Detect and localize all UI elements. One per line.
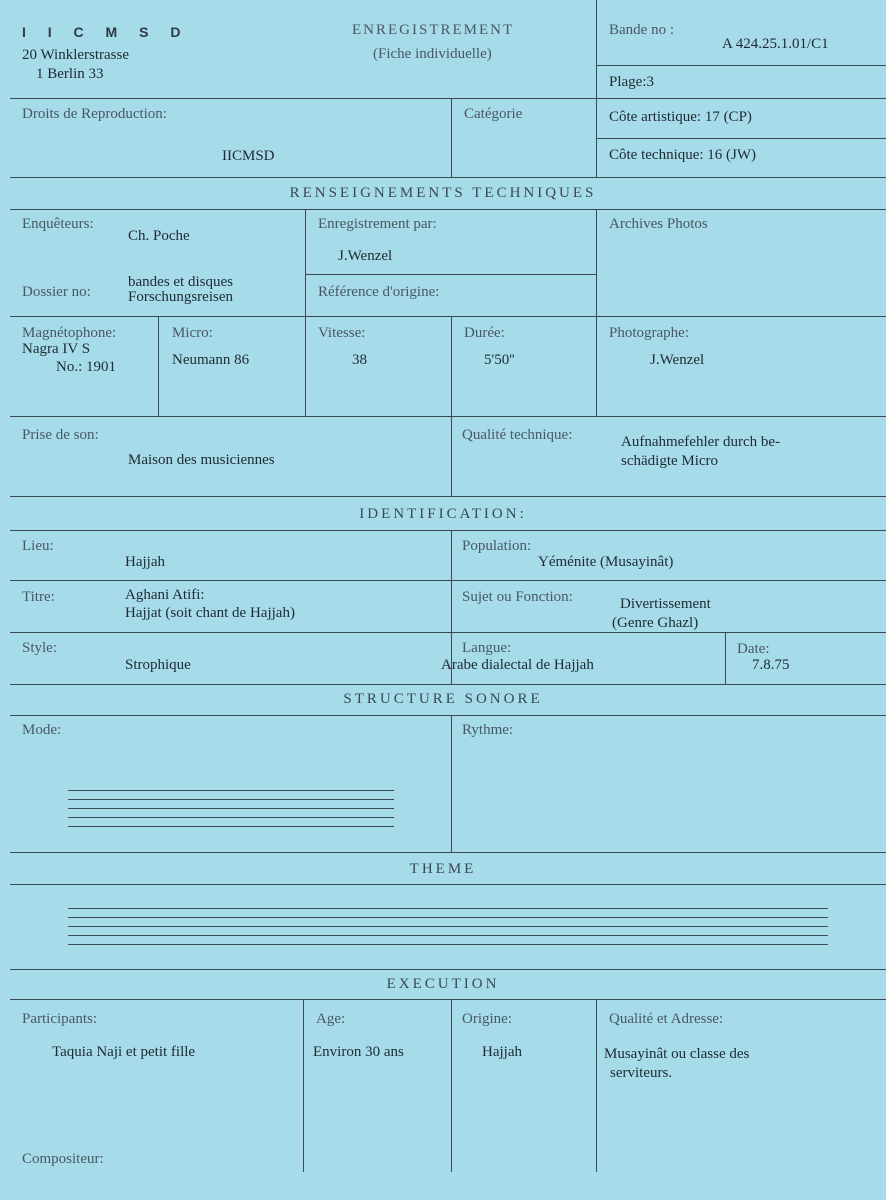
age-value: Environ 30 ans [313, 1044, 404, 1060]
theme-line [68, 944, 828, 945]
date-value: 7.8.75 [752, 657, 790, 673]
style-value: Strophique [125, 657, 191, 673]
mode-line [68, 799, 394, 800]
archives-label: Archives Photos [609, 216, 708, 232]
divider [10, 632, 886, 633]
style-label: Style: [22, 640, 58, 656]
divider [10, 884, 886, 885]
divider [10, 98, 886, 99]
divider [305, 274, 596, 275]
divider [10, 416, 886, 417]
divider [451, 715, 452, 853]
prise-label: Prise de son: [22, 427, 99, 443]
dossier-label: Dossier no: [22, 284, 91, 300]
population-label: Population: [462, 538, 532, 554]
sujet-label: Sujet ou Fonction: [462, 589, 573, 605]
divider [596, 209, 597, 416]
theme-line [68, 935, 828, 936]
divider [10, 209, 886, 210]
compositeur-label: Compositeur: [22, 1151, 104, 1167]
section-ident-heading: IDENTIFICATION: [359, 506, 527, 522]
qualite-adresse-value-2: serviteurs. [610, 1065, 673, 1081]
qualite-label: Qualité technique: [462, 427, 573, 443]
qualite-adresse-value-1: Musayinât ou classe des [604, 1046, 750, 1062]
duree-value: 5'50'' [484, 352, 515, 368]
participants-value: Taquia Naji et petit fille [52, 1044, 196, 1060]
divider [158, 316, 159, 416]
micro-label: Micro: [172, 325, 213, 341]
cote-technique: Côte technique: 16 (JW) [609, 147, 757, 163]
form-subtitle: (Fiche individuelle) [373, 46, 492, 62]
enreg-value: J.Wenzel [338, 248, 393, 264]
bande-value: A 424.25.1.01/C1 [722, 36, 829, 52]
vitesse-label: Vitesse: [318, 325, 366, 341]
form-title: ENREGISTREMENT [352, 22, 515, 38]
cote-artistique: Côte artistique: 17 (CP) [609, 109, 752, 125]
divider [596, 999, 597, 1172]
droits-label: Droits de Reproduction: [22, 106, 167, 122]
divider [10, 999, 886, 1000]
mode-line [68, 808, 394, 809]
divider [10, 852, 886, 853]
age-label: Age: [316, 1011, 346, 1027]
mode-label: Mode: [22, 722, 62, 738]
photographe-label: Photographe: [609, 325, 689, 341]
theme-line [68, 917, 828, 918]
participants-label: Participants: [22, 1011, 97, 1027]
mode-line [68, 826, 394, 827]
magneto-label: Magnétophone: [22, 325, 117, 341]
divider [725, 632, 726, 684]
enreg-label: Enregistrement par: [318, 216, 437, 232]
mode-line [68, 790, 394, 791]
langue-value: Arabe dialectal de Hajjah [441, 657, 594, 673]
qualite-value-2: schädigte Micro [621, 453, 719, 469]
divider [10, 316, 886, 317]
section-theme-heading: THEME [409, 861, 477, 877]
sujet-value-2: (Genre Ghazl) [612, 615, 699, 631]
address-street: 20 Winklerstrasse [22, 47, 130, 63]
divider [305, 209, 306, 416]
divider [596, 65, 886, 66]
dossier-value-1: bandes et disques [128, 274, 233, 290]
lieu-value: Hajjah [125, 554, 165, 570]
divider [10, 969, 886, 970]
divider [10, 177, 886, 178]
divider [451, 999, 452, 1172]
org-name: I I C M S D [22, 24, 190, 40]
titre-value-2: Hajjat (soit chant de Hajjah) [125, 605, 295, 621]
photographe-value: J.Wenzel [650, 352, 705, 368]
origine-value: Hajjah [482, 1044, 522, 1060]
theme-line [68, 926, 828, 927]
divider [10, 715, 886, 716]
enqueteurs-value: Ch. Poche [128, 228, 190, 244]
micro-value: Neumann 86 [172, 352, 250, 368]
plage: Plage:3 [609, 74, 654, 90]
divider [451, 316, 452, 416]
date-label: Date: [737, 641, 770, 657]
divider [596, 0, 597, 178]
droits-value: IICMSD [222, 148, 275, 164]
qualite-adresse-label: Qualité et Adresse: [609, 1011, 724, 1027]
prise-value: Maison des musiciennes [128, 452, 275, 468]
reference-label: Référence d'origine: [318, 284, 440, 300]
population-value: Yéménite (Musayinât) [538, 554, 674, 570]
categorie-label: Catégorie [464, 106, 523, 122]
theme-line [68, 908, 828, 909]
section-structure-heading: STRUCTURE SONORE [343, 691, 543, 707]
magneto-value-2: No.: 1901 [56, 359, 116, 375]
langue-label: Langue: [462, 640, 512, 656]
origine-label: Origine: [462, 1011, 512, 1027]
divider [596, 138, 886, 139]
sujet-value-1: Divertissement [620, 596, 711, 612]
dossier-value-2: Forschungsreisen [128, 289, 233, 305]
address-city: 1 Berlin 33 [36, 66, 104, 82]
enqueteurs-label: Enquêteurs: [22, 216, 94, 232]
divider [10, 580, 886, 581]
divider [10, 684, 886, 685]
rythme-label: Rythme: [462, 722, 514, 738]
bande-label: Bande no : [609, 22, 674, 38]
section-execution-heading: EXECUTION [386, 976, 500, 992]
titre-label: Titre: [22, 589, 55, 605]
mode-line [68, 817, 394, 818]
vitesse-value: 38 [352, 352, 367, 368]
divider [303, 999, 304, 1172]
section-tech-heading: RENSEIGNEMENTS TECHNIQUES [289, 185, 597, 201]
titre-value-1: Aghani Atifi: [125, 587, 205, 603]
divider [451, 98, 452, 178]
lieu-label: Lieu: [22, 538, 54, 554]
qualite-value-1: Aufnahmefehler durch be- [621, 434, 781, 450]
magneto-value-1: Nagra IV S [22, 341, 91, 357]
divider [10, 496, 886, 497]
divider [10, 530, 886, 531]
divider [451, 416, 452, 496]
duree-label: Durée: [464, 325, 505, 341]
